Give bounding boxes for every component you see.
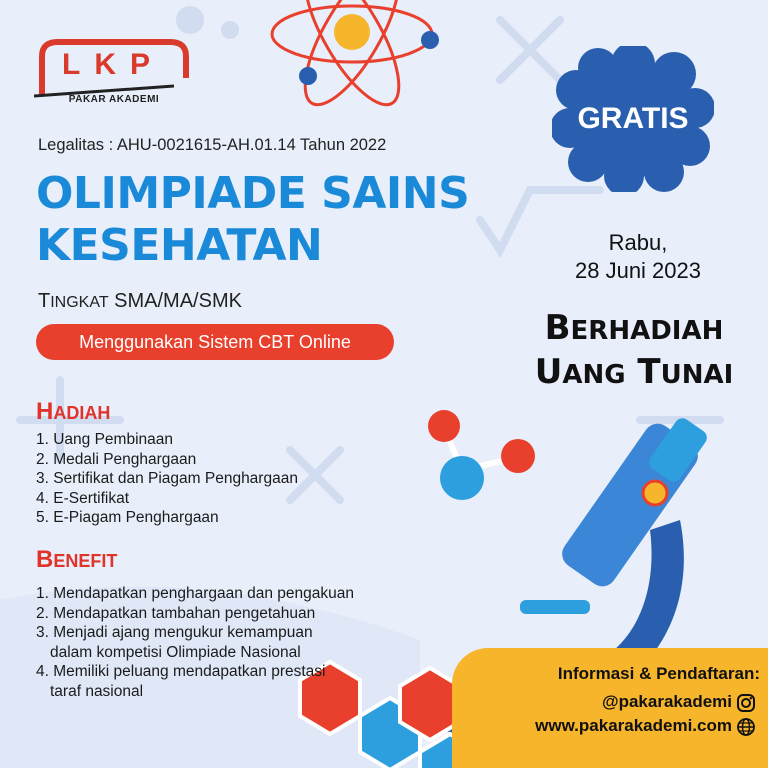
list-item: 5. E-Piagam Penghargaan [36, 509, 219, 526]
instagram-handle[interactable]: @pakarakademi [602, 692, 732, 711]
benefit-list [36, 584, 436, 701]
level-prefix-rest: INGKAT [50, 294, 109, 311]
list-item: 4. E-Sertifikat [36, 489, 130, 507]
hadiah-heading-rest: ADIAH [53, 403, 111, 423]
legal-text: Legalitas : AHU-0021615-AH.01.14 Tahun 2022 [38, 136, 387, 154]
logo-letters: LKP [62, 48, 164, 81]
prize-line-2-second-first: T [637, 352, 661, 392]
level-prefix-first: T [38, 290, 51, 312]
prize-line-2-first: U [534, 352, 563, 392]
list-item: 2. Medali Penghargaan [36, 450, 197, 468]
list-item: 1. Uang Pembinaan [36, 431, 174, 448]
prize-line-2 [504, 352, 764, 392]
list-item: 1. Mendapatkan penghargaan dan pengakuan [36, 585, 355, 602]
logo-subtitle: PAKAR AKADEMI [68, 94, 160, 105]
benefit-heading-rest: ENEFIT [53, 551, 118, 571]
level-value: SMA/MA/SMK [114, 290, 242, 312]
prize-line-1-rest: ERHADIAH [570, 316, 724, 346]
page-title-line-1: OLIMPIADE SAINS [36, 168, 470, 219]
prize-line-1 [504, 308, 764, 348]
list-item: 3. Menjadi ajang mengukur kemampuan [36, 624, 313, 641]
benefit-heading-first: B [36, 546, 54, 573]
lkp-logo [34, 38, 194, 110]
event-day: Rabu, [608, 230, 668, 255]
event-date: 28 Juni 2023 [575, 258, 701, 283]
list-item: dalam kompetisi Olimpiade Nasional [50, 643, 301, 661]
list-item: 4. Memiliki peluang mendapatkan prestasi [36, 663, 326, 680]
list-item: taraf nasional [50, 682, 144, 700]
instagram-icon[interactable] [736, 693, 756, 713]
list-item: 3. Sertifikat dan Piagam Penghargaan [36, 470, 298, 487]
globe-icon[interactable] [736, 717, 756, 737]
prize-line-2-rest: ANG [562, 360, 626, 390]
prize-line-2-second-rest: UNAI [660, 360, 734, 390]
hadiah-heading-first: H [36, 398, 54, 425]
list-item: 2. Mendapatkan tambahan pengetahuan [36, 604, 316, 622]
info-title: Informasi & Pendaftaran: [557, 664, 760, 683]
hadiah-list [36, 430, 298, 528]
website-link[interactable]: www.pakarakademi.com [535, 716, 732, 735]
gratis-badge [552, 46, 714, 192]
hadiah-heading [36, 398, 110, 426]
cbt-badge: Menggunakan Sistem CBT Online [36, 324, 394, 360]
benefit-heading [36, 546, 117, 574]
prize-line-1-first: B [544, 308, 571, 348]
page-title-line-2: KESEHATAN [36, 220, 323, 271]
education-level [38, 290, 242, 313]
gratis-label: GRATIS [577, 102, 689, 135]
